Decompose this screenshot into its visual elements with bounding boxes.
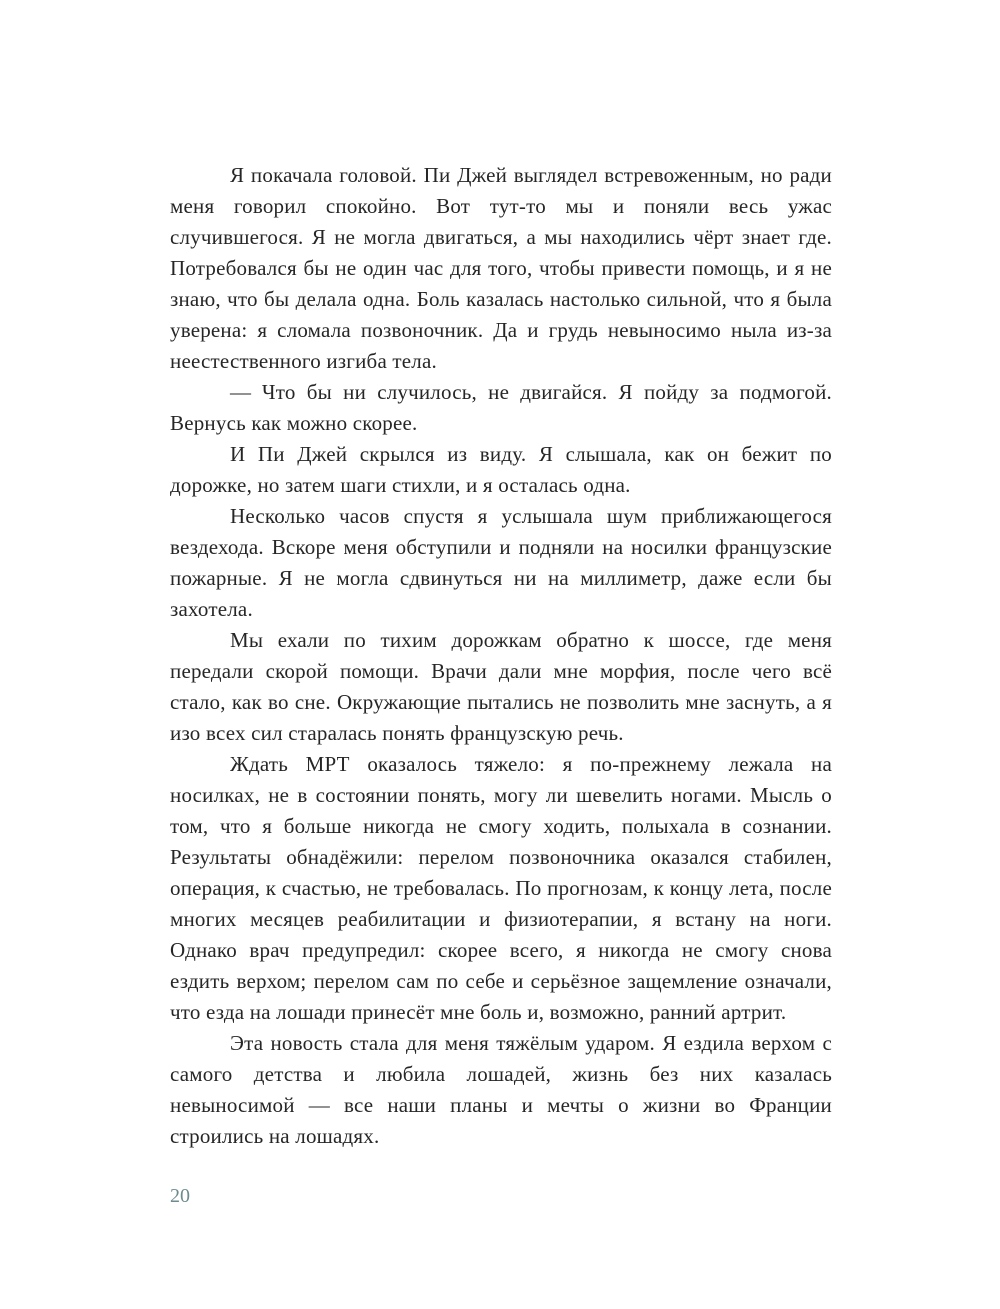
page-number: 20: [170, 1185, 190, 1207]
paragraph: Мы ехали по тихим дорожкам обратно к шоссе, где меня передали скорой помощи. Врачи дали мне морфия, после чего всё стало, как во сне. Окружающие пытались не позволить мне заснуть, а я изо всех сил старалась понять французскую речь.: [170, 628, 832, 745]
paragraph: Я покачала головой. Пи Джей выглядел встревоженным, но ради меня говорил спокойно. Вот тут-то мы и поняли весь ужас случившегося. Я не могла двигаться, а мы находились чёрт знает где. Потребовался бы не один час для того, чтобы привести помощь, и я не знаю, что бы делала одна. Боль казалась настолько сильной, что я была уверена: я сломала позвоночник. Да и грудь невыносимо ныла из-за неестественного изгиба тела.: [170, 163, 832, 373]
paragraph: Эта новость стала для меня тяжёлым ударом. Я ездила верхом с самого детства и любила лошадей, жизнь без них казалась невыносимой — все наши планы и мечты о жизни во Франции строились на лошадях.: [170, 1031, 832, 1148]
paragraph: Ждать МРТ оказалось тяжело: я по-прежнему лежала на носилках, не в состоянии понять, могу ли шевелить ногами. Мысль о том, что я больше никогда не смогу ходить, полыхала в сознании. Результаты обнадёжили: перелом позвоночника оказался стабилен, операция, к счастью, не требовалась. По прогнозам, к концу лета, после многих месяцев реабилитации и физиотерапии, я встану на ноги. Однако врач предупредил: скорее всего, я никогда не смогу снова ездить верхом; перелом сам по себе и серьёзное защемление означали, что езда на лошади принесёт мне боль и, возможно, ранний артрит.: [170, 752, 832, 1024]
paragraph: И Пи Джей скрылся из виду. Я слышала, как он бежит по дорожке, но затем шаги стихли, и я осталась одна.: [170, 442, 832, 497]
paragraph: Несколько часов спустя я услышала шум приближающегося вездехода. Вскоре меня обступили и подняли на носилки французские пожарные. Я не могла сдвинуться ни на миллиметр, даже если бы захотела.: [170, 504, 832, 621]
text-block: [170, 160, 832, 1152]
paragraph-dialogue: — Что бы ни случилось, не двигайся. Я пойду за подмогой. Вернусь как можно скорее.: [170, 380, 832, 435]
